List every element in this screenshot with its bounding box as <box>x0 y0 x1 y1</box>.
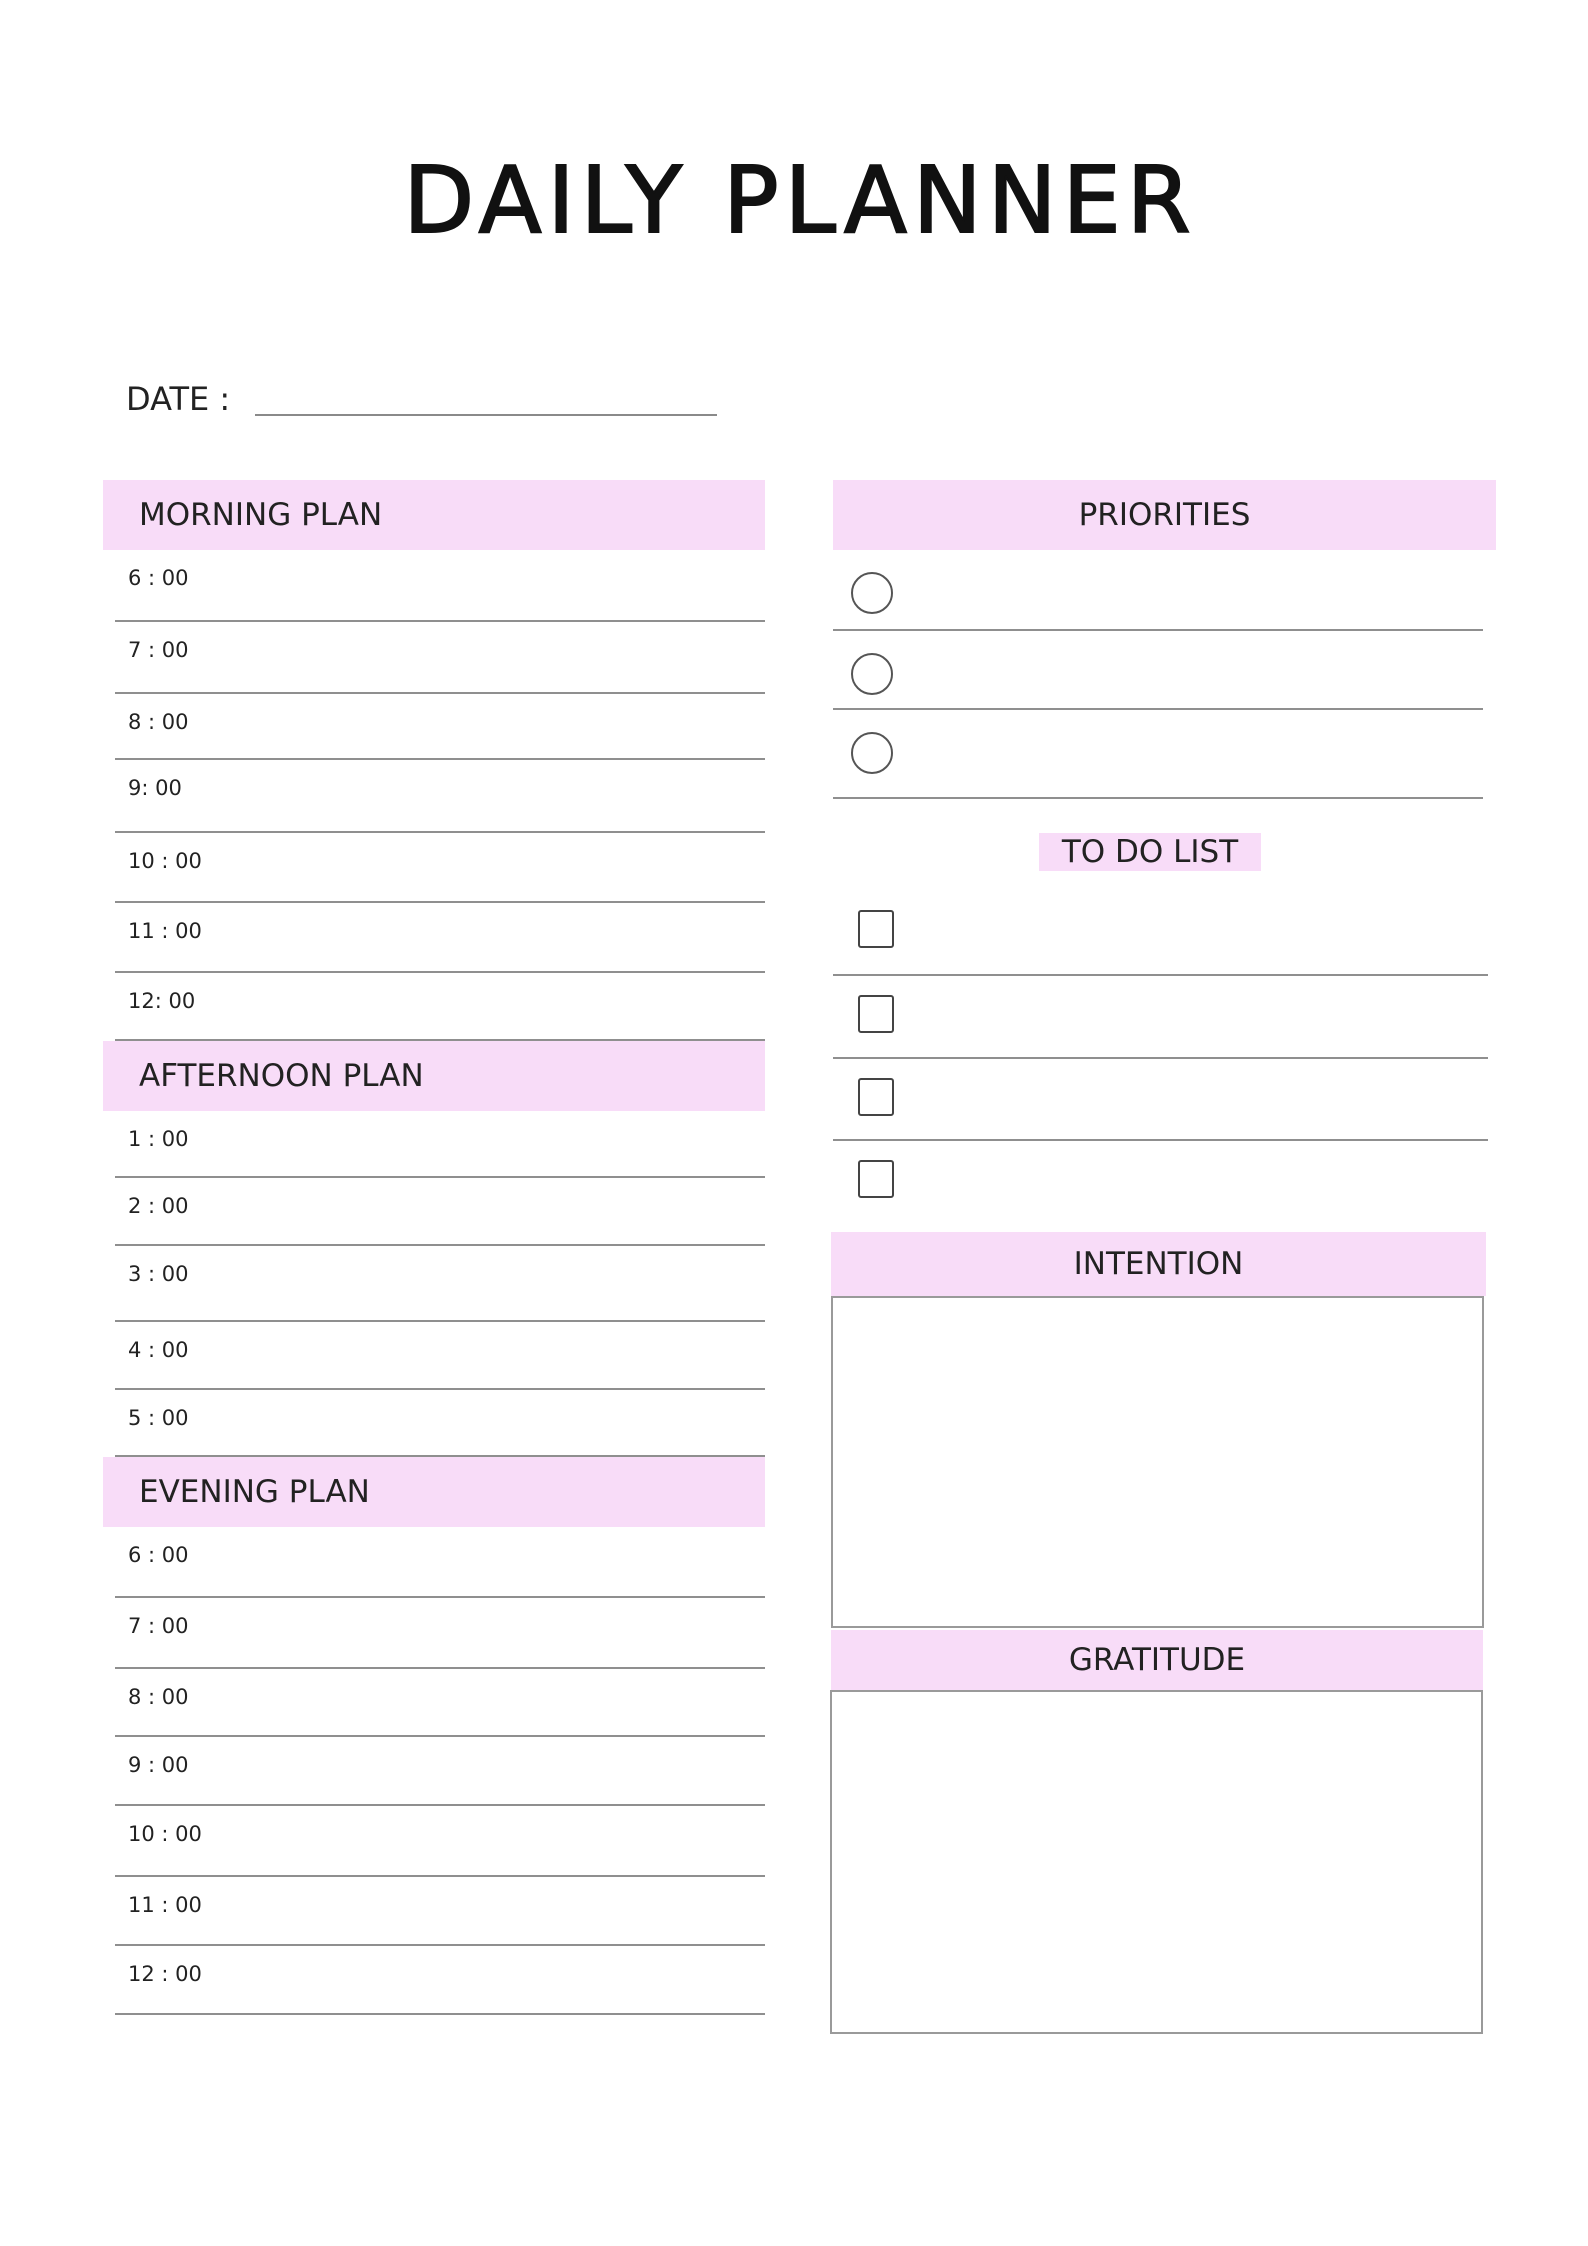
time-label: 7 : 00 <box>128 638 189 662</box>
time-label: 2 : 00 <box>128 1194 189 1218</box>
date-field[interactable] <box>255 414 717 416</box>
time-slot-row[interactable] <box>115 760 765 833</box>
gratitude-box[interactable] <box>830 1690 1483 2034</box>
time-slot-row[interactable] <box>115 1877 765 1946</box>
time-slot-row[interactable] <box>115 1178 765 1246</box>
date-label: DATE : <box>126 380 231 418</box>
time-label: 7 : 00 <box>128 1614 189 1638</box>
todo-list <box>833 890 1488 1221</box>
evening-time-list <box>115 1527 765 2015</box>
circle-checkbox-icon[interactable] <box>851 572 893 614</box>
time-slot-row[interactable] <box>115 903 765 973</box>
time-label: 6 : 00 <box>128 566 189 590</box>
morning-plan-header: MORNING PLAN <box>103 480 765 550</box>
evening-plan-header: EVENING PLAN <box>103 1457 765 1527</box>
time-slot-row[interactable] <box>115 1598 765 1669</box>
intention-box[interactable] <box>831 1296 1484 1628</box>
time-slot-row[interactable] <box>115 1322 765 1390</box>
afternoon-time-list <box>115 1111 765 1457</box>
time-slot-row[interactable] <box>115 973 765 1041</box>
time-label: 8 : 00 <box>128 1685 189 1709</box>
todo-item[interactable] <box>833 976 1488 1059</box>
time-label: 8 : 00 <box>128 710 189 734</box>
time-label: 10 : 00 <box>128 849 202 873</box>
checkbox-icon[interactable] <box>858 995 894 1033</box>
checkbox-icon[interactable] <box>858 1160 894 1198</box>
intention-header: INTENTION <box>831 1232 1486 1296</box>
morning-time-list <box>115 550 765 1041</box>
time-slot-row[interactable] <box>115 1806 765 1877</box>
priorities-list <box>833 550 1483 799</box>
checkbox-icon[interactable] <box>858 1078 894 1116</box>
time-slot-row[interactable] <box>115 550 765 622</box>
todo-item[interactable] <box>833 1141 1488 1221</box>
time-label: 12: 00 <box>128 989 196 1013</box>
page-title: DAILY PLANNER <box>403 147 1197 254</box>
priority-item[interactable] <box>833 550 1483 631</box>
time-label: 9: 00 <box>128 776 182 800</box>
time-slot-row[interactable] <box>115 1527 765 1598</box>
time-label: 5 : 00 <box>128 1406 189 1430</box>
priority-item[interactable] <box>833 710 1483 799</box>
afternoon-plan-header: AFTERNOON PLAN <box>103 1041 765 1111</box>
time-label: 6 : 00 <box>128 1543 189 1567</box>
time-label: 11 : 00 <box>128 919 202 943</box>
circle-checkbox-icon[interactable] <box>851 732 893 774</box>
time-label: 3 : 00 <box>128 1262 189 1286</box>
circle-checkbox-icon[interactable] <box>851 653 893 695</box>
checkbox-icon[interactable] <box>858 910 894 948</box>
gratitude-header: GRATITUDE <box>831 1630 1483 1690</box>
time-slot-row[interactable] <box>115 1669 765 1737</box>
todo-item[interactable] <box>833 890 1488 976</box>
todo-item[interactable] <box>833 1059 1488 1141</box>
time-slot-row[interactable] <box>115 1390 765 1457</box>
time-label: 10 : 00 <box>128 1822 202 1846</box>
time-slot-row[interactable] <box>115 1946 765 2015</box>
time-label: 11 : 00 <box>128 1893 202 1917</box>
time-label: 4 : 00 <box>128 1338 189 1362</box>
time-label: 1 : 00 <box>128 1127 189 1151</box>
time-label: 9 : 00 <box>128 1753 189 1777</box>
priorities-header: PRIORITIES <box>833 480 1496 550</box>
todo-list-header: TO DO LIST <box>1039 833 1261 871</box>
time-slot-row[interactable] <box>115 622 765 694</box>
time-slot-row[interactable] <box>115 1246 765 1322</box>
time-label: 12 : 00 <box>128 1962 202 1986</box>
time-slot-row[interactable] <box>115 1737 765 1806</box>
time-slot-row[interactable] <box>115 833 765 903</box>
priority-item[interactable] <box>833 631 1483 710</box>
time-slot-row[interactable] <box>115 1111 765 1178</box>
time-slot-row[interactable] <box>115 694 765 760</box>
